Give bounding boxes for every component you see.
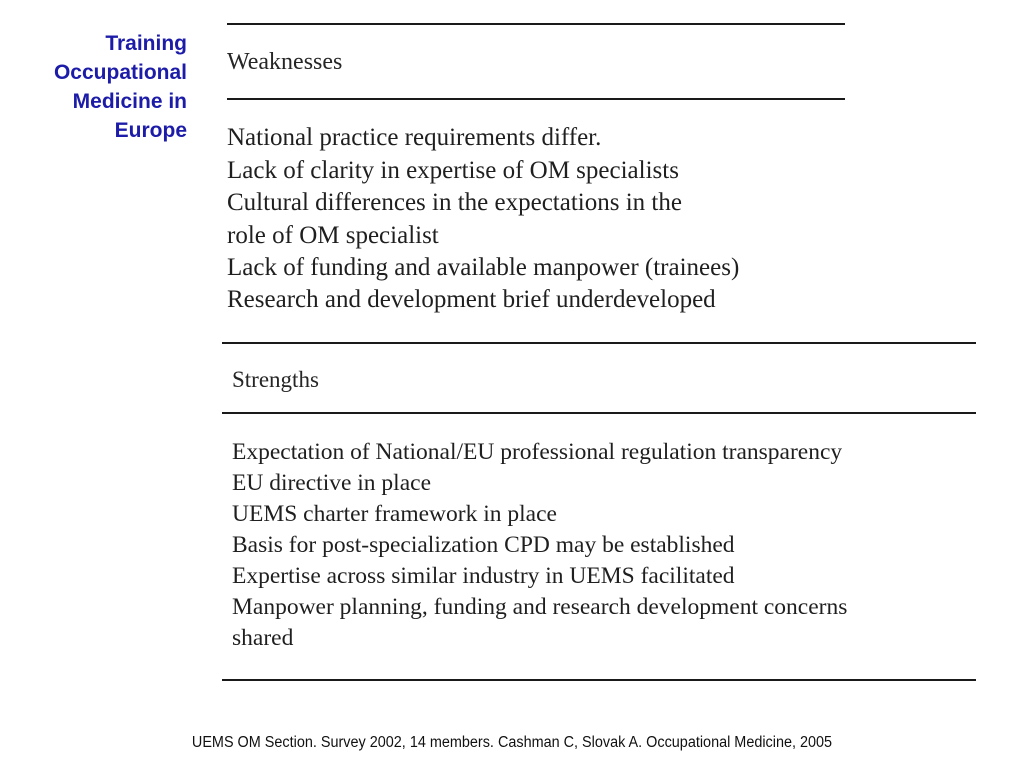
slide-title-line: Medicine in	[72, 90, 187, 113]
weakness-item: Lack of funding and available manpower (trainees)	[227, 254, 740, 281]
weaknesses-header-rule	[227, 98, 845, 100]
weaknesses-heading: Weaknesses	[227, 49, 343, 75]
strength-item: EU directive in place	[232, 470, 432, 496]
strength-item: shared	[232, 625, 294, 651]
weaknesses-top-rule	[227, 23, 845, 25]
weakness-item: Research and development brief underdeveloped	[227, 286, 716, 313]
strength-item: Manpower planning, funding and research development concerns	[232, 594, 848, 620]
slide-title-line: Training	[105, 32, 187, 55]
strengths-header-rule	[222, 412, 976, 414]
footer-citation: UEMS OM Section. Survey 2002, 14 members. Cashman C, Slovak A. Occupational Medicine, 2005	[191, 734, 833, 751]
strength-item: UEMS charter framework in place	[232, 501, 557, 527]
strengths-bottom-rule	[222, 679, 976, 681]
slide-title	[0, 29, 187, 145]
slide-title-line: Europe	[114, 119, 187, 142]
strength-item: Expertise across similar industry in UEMS facilitated	[232, 563, 735, 589]
slide-title-line: Occupational	[53, 61, 187, 84]
weakness-item: Lack of clarity in expertise of OM specialists	[227, 157, 679, 184]
weakness-item: National practice requirements differ.	[227, 124, 602, 151]
strengths-top-rule	[222, 342, 976, 344]
strength-item: Expectation of National/EU professional regulation transparency	[232, 439, 843, 465]
strength-item: Basis for post-specialization CPD may be established	[232, 532, 735, 558]
weakness-item: Cultural differences in the expectations in the	[227, 189, 682, 216]
weakness-item: role of OM specialist	[227, 222, 439, 249]
strengths-heading: Strengths	[232, 367, 319, 392]
